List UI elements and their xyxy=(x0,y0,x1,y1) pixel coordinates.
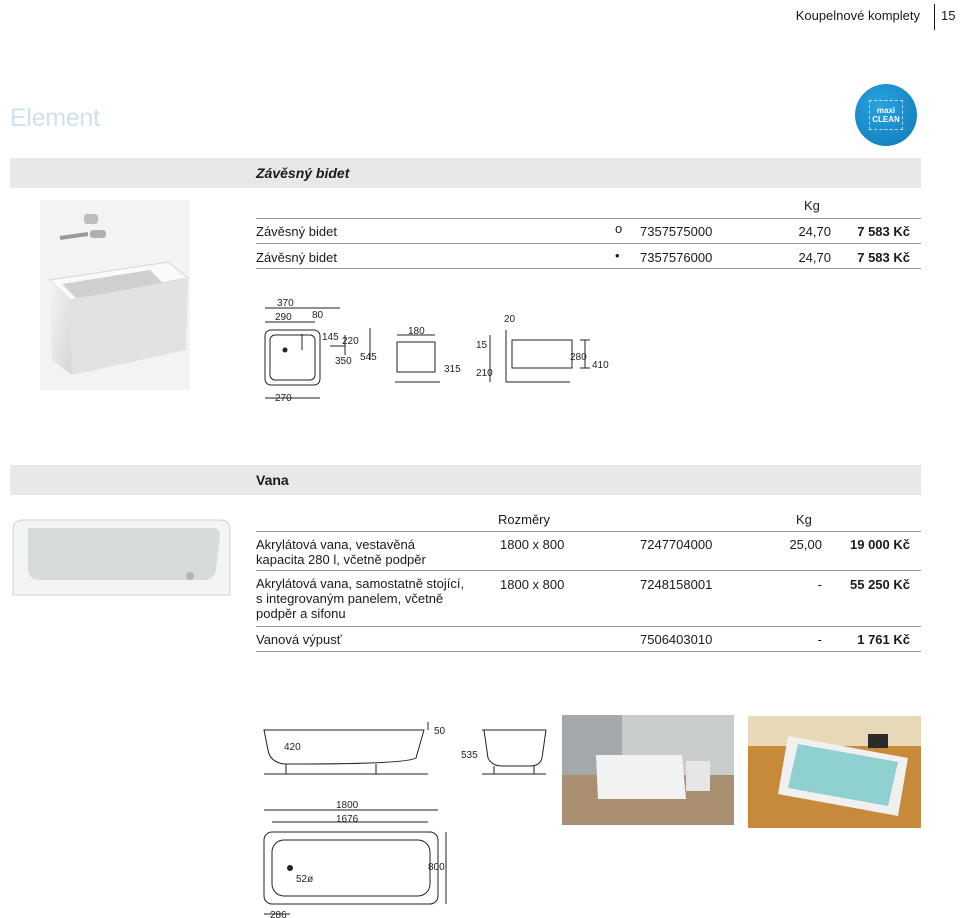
dim-label: 545 xyxy=(360,352,377,363)
maxi-clean-icon xyxy=(869,100,903,130)
badge-line2: CLEAN xyxy=(872,115,900,124)
row-divider xyxy=(256,243,921,244)
bidet-row-code: 7357575000 xyxy=(640,224,713,239)
vana-row-code: 7247704000 xyxy=(640,537,713,552)
dim-label: 145 xyxy=(322,332,339,343)
dim-label: 350 xyxy=(335,356,352,367)
vana-row-kg: 25,00 xyxy=(789,537,822,552)
bathtub-technical-drawing xyxy=(256,718,556,918)
vana-row-price: 19 000 Kč xyxy=(850,537,910,552)
dim-label: 80 xyxy=(312,310,324,321)
bidet-technical-drawing xyxy=(250,290,630,410)
dim-label: 410 xyxy=(592,360,609,371)
row-divider xyxy=(256,570,921,571)
dim-label: 1676 xyxy=(336,814,359,825)
bathtub-photo xyxy=(8,510,233,600)
kg-column-header: Kg xyxy=(804,198,820,213)
bidet-row-kg: 24,70 xyxy=(798,250,831,265)
dim-label: 315 xyxy=(444,364,461,375)
dim-label: 370 xyxy=(277,298,294,309)
dim-label: 535 xyxy=(461,750,478,761)
dim-label: 52ø xyxy=(296,874,314,885)
dim-label: 1800 xyxy=(336,800,359,811)
dimensions-column-header: Rozměry xyxy=(498,512,551,527)
builtin-bath-photo xyxy=(748,716,921,828)
bidet-row-code: 7357576000 xyxy=(640,250,713,265)
header-divider xyxy=(934,4,935,30)
black-variant-symbol: • xyxy=(615,248,620,263)
vana-row-name xyxy=(256,576,464,621)
vana-row-kg: - xyxy=(817,577,822,592)
header-title: Koupelnové komplety xyxy=(795,8,920,23)
white-variant-symbol: o xyxy=(615,221,623,236)
vana-row-name-line: podpěr a sifonu xyxy=(256,606,346,621)
vana-section-title: Vana xyxy=(256,472,289,488)
dim-label: 800 xyxy=(428,862,445,873)
dim-label: 15 xyxy=(476,340,488,351)
dim-label: 210 xyxy=(476,368,493,379)
vana-row-code: 7248158001 xyxy=(640,577,713,592)
vana-row-name-line: kapacita 280 l, včetně podpěr xyxy=(256,552,426,567)
vana-row-code: 7506403010 xyxy=(640,632,713,647)
bidet-photo xyxy=(40,200,190,390)
dim-label: 286 xyxy=(270,910,287,918)
row-divider xyxy=(256,268,921,269)
row-divider xyxy=(256,651,921,652)
vana-row-name-line: Akrylátová vana, samostatně stojící, xyxy=(256,576,465,591)
dim-label: 280 xyxy=(570,352,587,363)
vana-row-name-line: Akrylátová vana, vestavěná xyxy=(256,537,415,552)
bidet-section-title: Závěsný bidet xyxy=(256,165,350,181)
bidet-row-price: 7 583 Kč xyxy=(857,224,910,239)
bidet-section-bar xyxy=(10,158,921,188)
dim-label: 180 xyxy=(408,326,425,337)
dim-label: 20 xyxy=(504,314,516,325)
row-divider xyxy=(256,626,921,627)
row-divider xyxy=(256,218,921,219)
vana-row-dims: 1800 x 800 xyxy=(500,537,565,552)
vana-row-dims: 1800 x 800 xyxy=(500,577,565,592)
dim-label: 270 xyxy=(275,393,292,404)
maxi-clean-badge xyxy=(855,84,917,146)
vana-row-name xyxy=(256,537,426,567)
kg-column-header: Kg xyxy=(796,512,812,527)
vana-section-bar xyxy=(10,465,921,495)
vana-row-price: 1 761 Kč xyxy=(857,632,910,647)
badge-line1: maxi xyxy=(876,106,896,115)
bidet-row-name: Závěsný bidet xyxy=(256,250,337,265)
dim-label: 290 xyxy=(275,312,292,323)
section-title: Element xyxy=(10,104,100,132)
dim-label: 220 xyxy=(342,336,359,347)
row-divider xyxy=(256,531,921,532)
bidet-row-price: 7 583 Kč xyxy=(857,250,910,265)
vana-row-price: 55 250 Kč xyxy=(850,577,910,592)
page-number: 15 xyxy=(941,8,956,23)
vana-row-name-line: s integrovaným panelem, včetně xyxy=(256,591,444,606)
bidet-row-kg: 24,70 xyxy=(798,224,831,239)
vana-row-kg: - xyxy=(817,632,822,647)
freestanding-bath-photo xyxy=(562,715,734,825)
dim-label: 50 xyxy=(434,726,446,737)
bidet-row-name: Závěsný bidet xyxy=(256,224,337,239)
dim-label: 420 xyxy=(284,742,301,753)
vana-row-name: Vanová výpusť xyxy=(256,632,342,647)
